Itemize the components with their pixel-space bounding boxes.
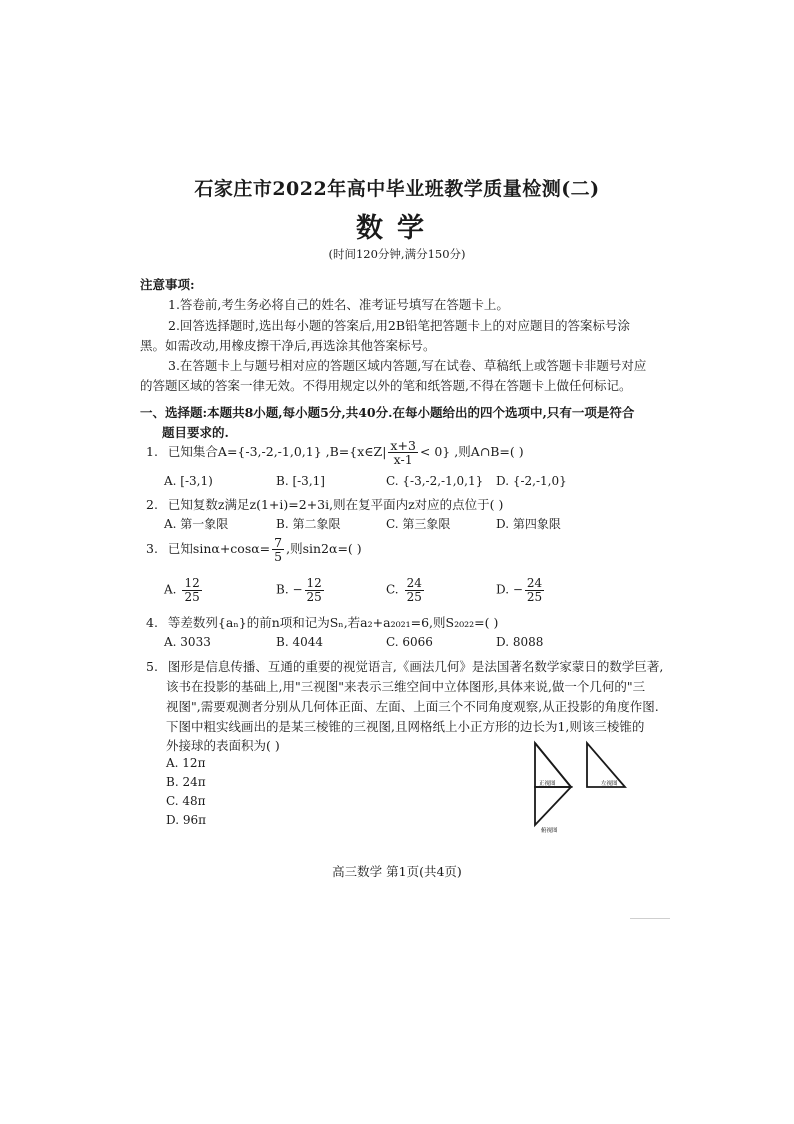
q2-option-b: B. 第二象限	[276, 517, 341, 531]
page-footer: 高三数学 第1页(共4页)	[332, 864, 462, 879]
option-label: C.	[386, 582, 399, 597]
top-view-triangle	[535, 787, 571, 825]
note-2b: 黑。如需改动,用橡皮擦干净后,再选涂其他答案标号。	[140, 338, 436, 353]
option-label: D. −	[496, 582, 523, 597]
question-5-line-1	[146, 657, 663, 675]
question-number: 3.	[146, 541, 158, 557]
fraction	[388, 439, 417, 466]
q5-option-b: B. 24π	[166, 775, 206, 789]
fraction-denominator: 25	[306, 589, 322, 604]
q3-option-a	[164, 577, 204, 603]
question-5-line-4: 下图中粗实线画出的是某三棱锥的三视图,且网格纸上小正方形的边长为1,则该三棱锥的	[166, 719, 645, 734]
q4-option-a: A. 3033	[164, 635, 211, 649]
question-2-text: 已知复数z满足z(1+i)=2+3i,则在复平面内z对应的点位于( )	[167, 497, 504, 512]
question-1-text-a: 已知集合A={-3,-2,-1,0,1} ,B={x∈Z|	[167, 444, 387, 460]
q4-option-b: B. 4044	[276, 635, 323, 649]
question-number: 2.	[146, 497, 158, 512]
fraction-numerator: 12	[184, 576, 200, 590]
question-number: 5.	[146, 659, 158, 674]
fraction-numerator: 24	[406, 576, 422, 590]
fraction-denominator: 25	[406, 589, 422, 604]
note-1: 1.答卷前,考生务必将自己的姓名、准考证号填写在答题卡上。	[168, 297, 509, 312]
question-4-text: 等差数列{aₙ}的前n项和记为Sₙ,若a₂+a₂₀₂₁=6,则S₂₀₂₂=( )	[167, 615, 499, 630]
q1-option-b: B. [-3,1]	[276, 474, 325, 488]
top-view-shape	[535, 787, 571, 825]
note-3a: 3.在答题卡上与题号相对应的答题区域内答题,写在试卷、草稿纸上或答题卡非题号对应	[168, 358, 647, 373]
question-5-line-5: 外接球的表面积为( )	[166, 738, 280, 753]
q3-option-c	[386, 577, 426, 603]
fraction-numerator: 24	[526, 576, 543, 590]
q1-option-d: D. {-2,-1,0}	[496, 474, 567, 488]
fraction-numerator: 7	[274, 535, 283, 550]
question-1-text-b: < 0} ,则A∩B=( )	[419, 444, 524, 460]
fraction	[405, 577, 424, 603]
q5-option-a: A. 12π	[166, 756, 206, 770]
fraction-denominator: 25	[526, 589, 543, 604]
question-5-line-2: 该书在投影的基础上,用"三视图"来表示三维空间中立体图形,具体来说,做一个几何的"三	[166, 679, 646, 694]
q5-option-c: C. 48π	[166, 794, 206, 808]
fraction	[525, 577, 544, 603]
q3-option-b	[276, 577, 326, 603]
front-view-label: 正视图	[539, 781, 556, 787]
question-3-text-b: ,则sin2α=( )	[286, 541, 362, 557]
question-3-text-a: 已知sinα+cosα=	[167, 541, 271, 557]
fraction	[272, 536, 284, 563]
fraction-denominator: 25	[184, 589, 200, 604]
option-label: B. −	[276, 582, 303, 597]
q3-option-d	[496, 577, 546, 603]
three-view-figure	[525, 735, 635, 835]
time-info: (时间120分钟,满分150分)	[328, 247, 466, 261]
fraction-denominator: 5	[274, 549, 283, 565]
fraction-numerator: x+3	[390, 438, 416, 453]
notes-heading: 注意事项:	[140, 277, 195, 292]
q1-option-a: A. [-3,1)	[164, 474, 213, 488]
question-4-stem	[146, 613, 498, 631]
section-1-heading-cont: 题目要求的.	[162, 425, 229, 440]
scan-smudge	[630, 918, 670, 919]
option-label: A.	[164, 582, 177, 597]
q2-option-d: D. 第四象限	[496, 517, 561, 531]
question-number: 1.	[146, 444, 158, 460]
question-number: 4.	[146, 615, 158, 630]
q5-option-d: D. 96π	[166, 813, 206, 827]
fraction-denominator: x-1	[393, 452, 413, 468]
question-5-line-3: 视图",需要观测者分别从几何体正面、左面、上面三个不同角度观察,从正投影的角度作图.	[166, 699, 659, 714]
exam-title: 石家庄市2022年高中毕业班教学质量检测(二)	[194, 178, 600, 200]
question-2-stem	[146, 495, 503, 513]
section-1-heading: 一、选择题:本题共8小题,每小题5分,共40分.在每小题给出的四个选项中,只有一项是符合	[140, 405, 635, 420]
q1-option-c: C. {-3,-2,-1,0,1}	[386, 474, 484, 488]
fraction	[305, 577, 324, 603]
q2-option-a: A. 第一象限	[164, 517, 229, 531]
q4-option-d: D. 8088	[496, 635, 544, 649]
question-5-text-1: 图形是信息传播、互通的重要的视觉语言,《画法几何》是法国著名数学家蒙日的数学巨著,	[167, 659, 664, 674]
q4-option-c: C. 6066	[386, 635, 433, 649]
fraction-numerator: 12	[306, 576, 322, 590]
top-view-label: 俯视图	[541, 828, 558, 834]
note-2a: 2.回答选择题时,选出每小题的答案后,用2B铅笔把答题卡上的对应题目的答案标号涂	[168, 318, 631, 333]
subject-title: 数学	[356, 213, 438, 244]
note-3b: 的答题区域的答案一律无效。不得用规定以外的笔和纸答题,不得在答题卡上做任何标记。	[140, 378, 632, 393]
question-3-stem	[146, 536, 362, 563]
question-1-stem	[146, 439, 524, 466]
fraction	[182, 577, 201, 603]
q2-option-c: C. 第三象限	[386, 517, 451, 531]
side-view-label: 左视图	[601, 781, 618, 787]
